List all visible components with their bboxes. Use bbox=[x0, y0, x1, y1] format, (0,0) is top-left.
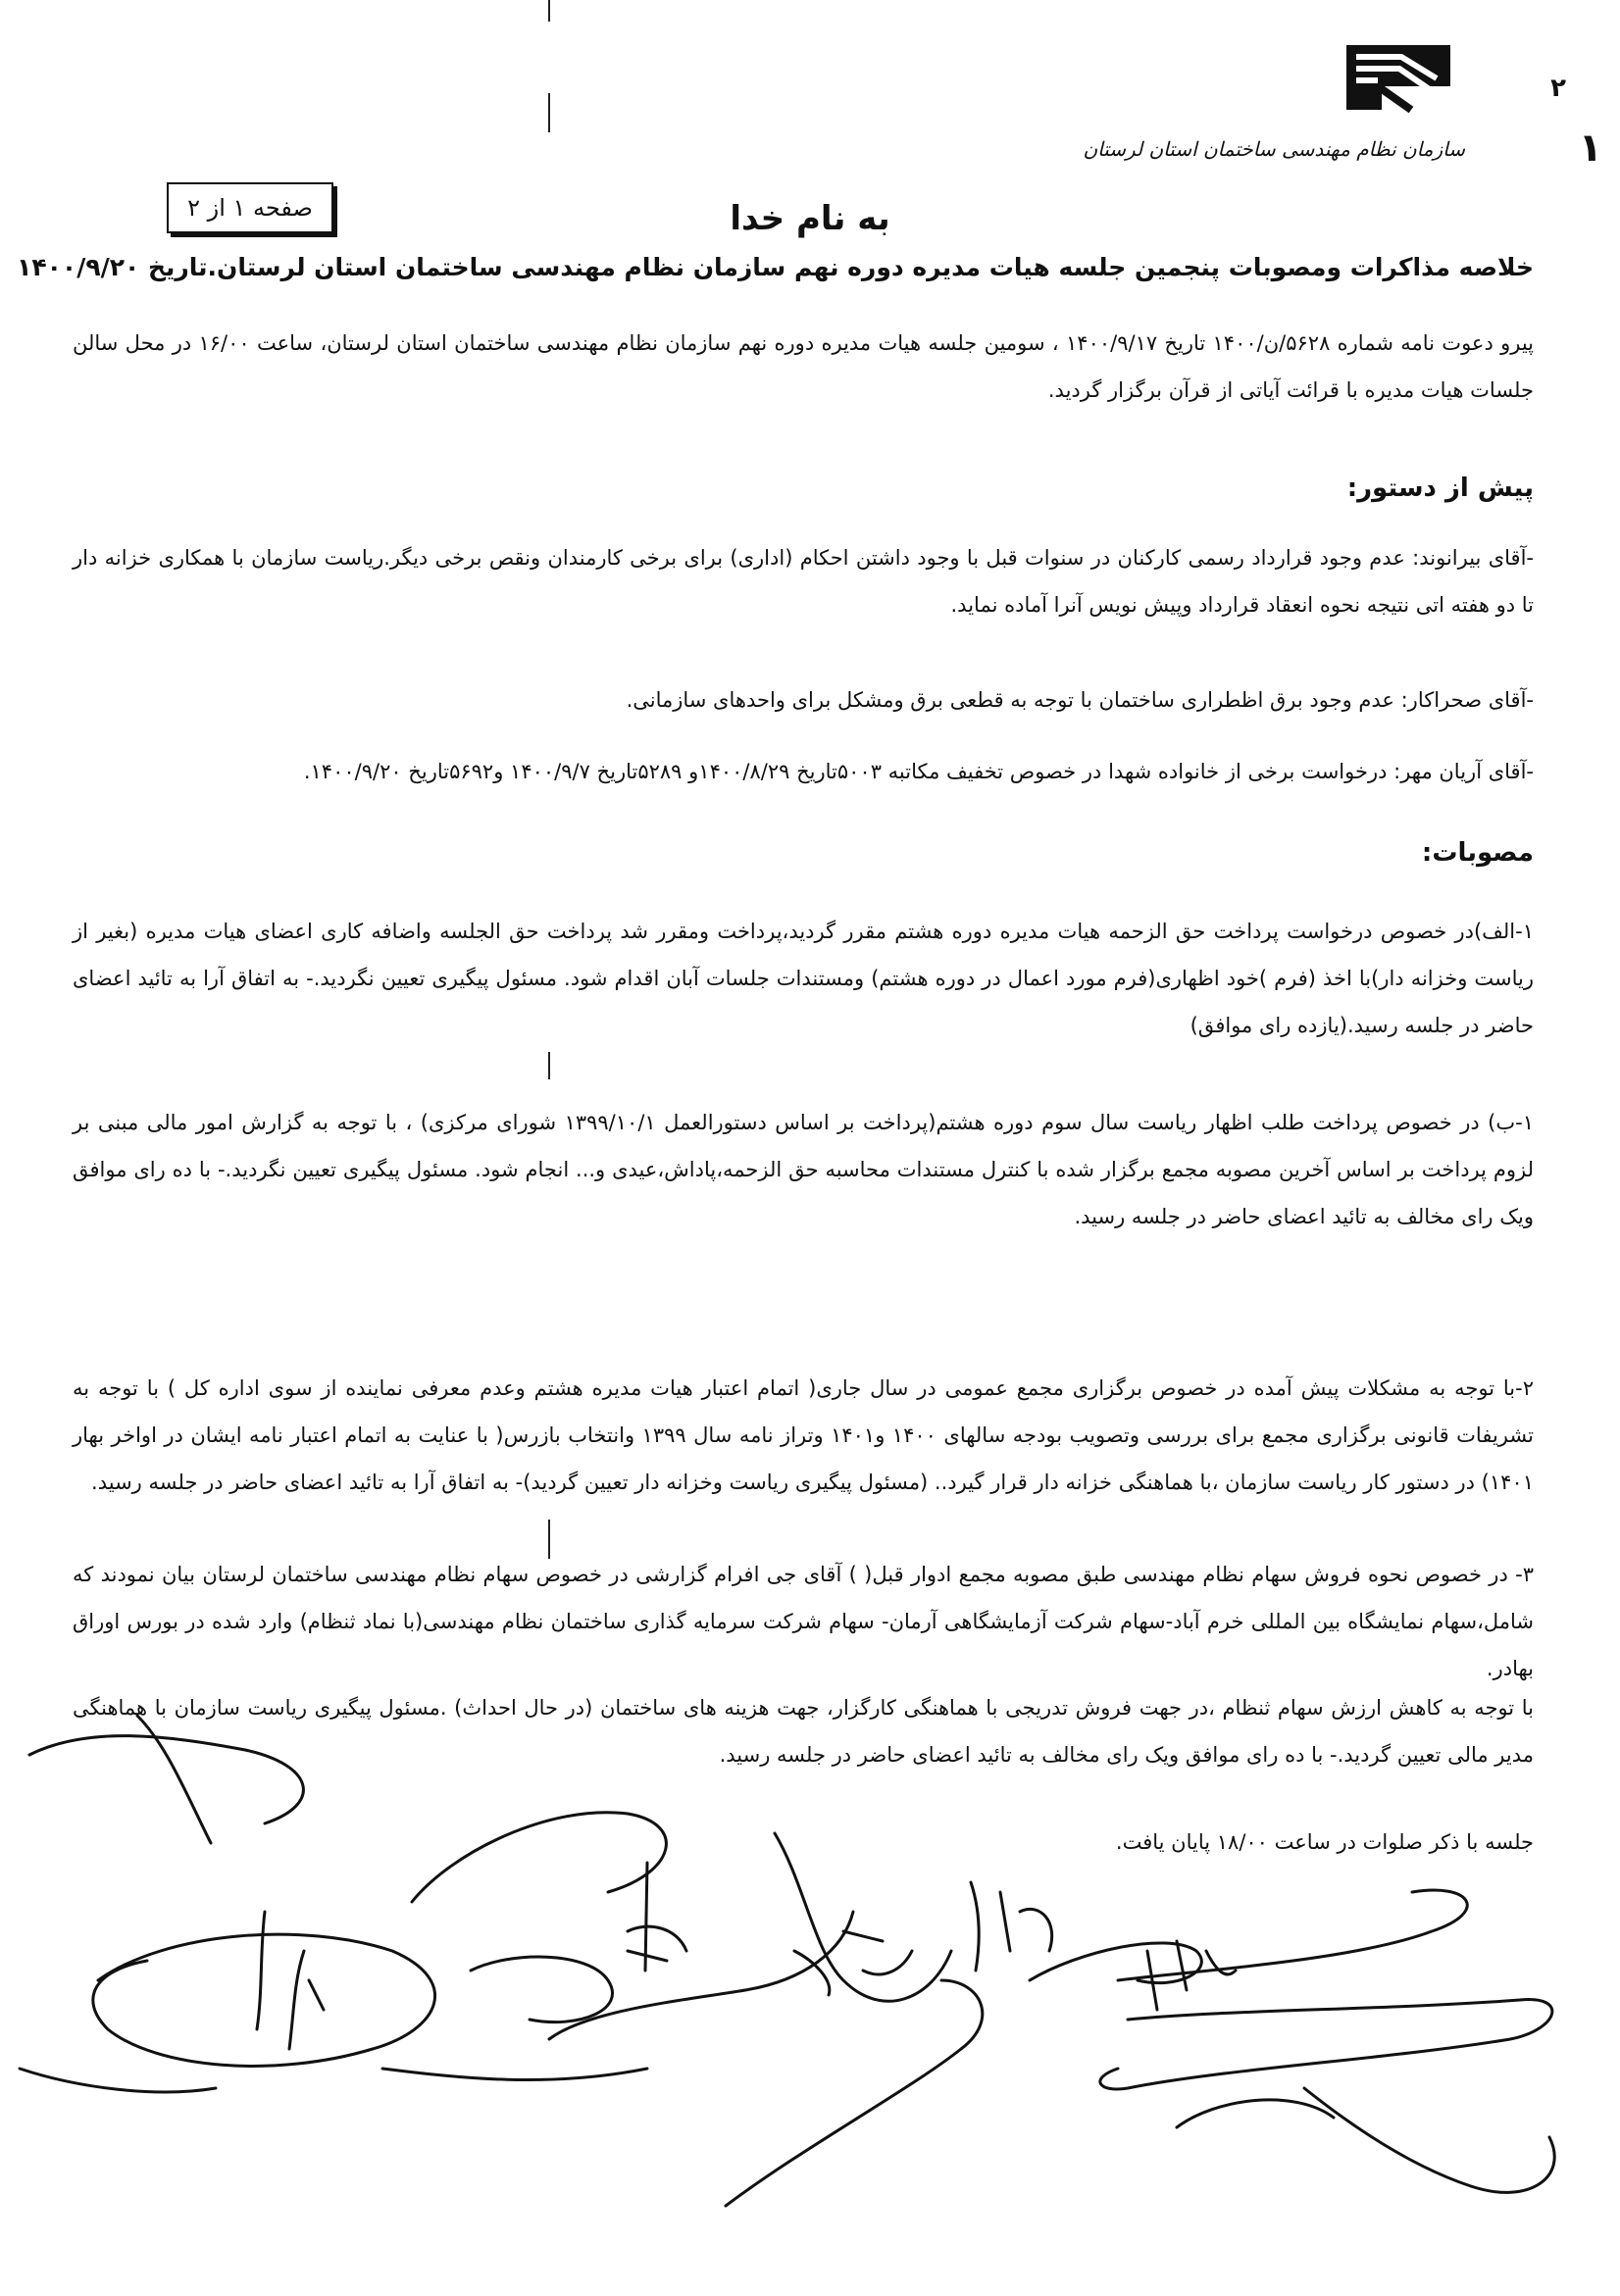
signature bbox=[775, 1833, 951, 2001]
resolution-item: ۲-با توجه به مشکلات پیش آمده در خصوص برگزاری مجمع عمومی در سال جاری( اتمام اعتبار هیات مدیره هشتم وعدم معرفی نماینده از سوی اداره کل ) با توجه به تشریفات قانونی برگزاری مجمع برای بررسی وتصویب بودجه سالهای ۱۴۰۰ و۱۴۰۱ وتراز نامه سال ۱۳۹۹ وانتخاب بازرس( با عنایت به اتمام اعتبار نامه ایشان در اواخر بهار ۱۴۰۱) در دستور کار ریاست سازمان ،با هماهنگی خزانه دار قرار گیرد.. (مسئول پیگیری ریاست وخزانه دار تعیین گردید)- به اتفاق آرا به تائید اعضای حاضر در جلسه رسید. bbox=[73, 1376, 1534, 1494]
fold-mark bbox=[548, 1052, 550, 1079]
signature bbox=[628, 1863, 686, 1971]
signature bbox=[412, 1813, 666, 1902]
section-heading-resolutions: مصوبات: bbox=[1421, 838, 1534, 868]
bismillah: به نام خدا bbox=[730, 199, 890, 238]
signature bbox=[29, 1736, 303, 1823]
signature bbox=[1177, 2100, 1334, 2127]
signature bbox=[971, 1882, 1052, 1971]
document-title: خلاصه مذاکرات ومصوبات پنجمین جلسه هیات مدیره دوره نهم سازمان نظام مهندسی ساختمان استان لرستان.تاریخ ۱۴۰۰/۹/۲۰ bbox=[17, 253, 1534, 281]
signature bbox=[1304, 2088, 1554, 2192]
signature bbox=[93, 1934, 435, 2066]
org-name: سازمان نظام مهندسی ساختمان استان لرستان bbox=[1083, 137, 1465, 161]
signature bbox=[549, 1912, 853, 2039]
margin-mark: ۲ bbox=[1550, 74, 1566, 103]
signature bbox=[257, 1912, 265, 2029]
resolution-item: با توجه به کاهش ارزش سهام ثنظام ،در جهت فروش تدریجی با هماهنگی کارگزار، جهت هزینه های ساختمان (در حال احداث) .مسئول پیگیری ریاست سازمان با هماهنگی مدیر مالی تعیین گردید.- با ده رای موافق ویک رای مخالف به تائید اعضای حاضر در جلسه رسید. bbox=[73, 1696, 1534, 1767]
pre-agenda-item: -آقای بیرانوند: عدم وجود قرارداد رسمی کارکنان در سنوات قبل با وجود داشتن احکام (اداری) برای برخی کارمندان ونقص برخی دیگر.ریاست سازمان با همکاری خزانه دار تا دو هفته اتی نتیجه نحوه انعقاد قرارداد وپیش نویس آنرا آماده نماید. bbox=[73, 546, 1534, 617]
signature bbox=[794, 1931, 912, 1995]
section-heading-pre-agenda: پیش از دستور: bbox=[1346, 474, 1534, 503]
building-logo-icon bbox=[1342, 39, 1458, 118]
intro-paragraph: پیرو دعوت نامه شماره ۵۶۲۸/ن/۱۴۰۰ تاریخ ۱۴۰۰/۹/۱۷ ، سومین جلسه هیات مدیره دوره نهم سازمان نظام مهندسی ساختمان استان لرستان، ساعت ۱۶/۰۰ در محل سالن جلسات هیات مدیره با قرائت آیاتی از قرآن برگزار گردید. bbox=[73, 331, 1535, 402]
resolution-item: ۱-ب) در خصوص پرداخت طلب اظهار ریاست سال سوم دوره هشتم(پرداخت بر اساس دستورالعمل ۱۳۹۹/۱۰/۱ شورای مرکزی) ، با توجه به گزارش امور مالی مبنی بر لزوم پرداخت بر اساس آخرین مصوبه مجمع برگزار شده با کنترل مستندات محاسبه حق الزحمه،پاداش،عیدی و... انجام شود. مسئول پیگیری تعیین نگردید.- با ده رای موافق ویک رای مخالف به تائید اعضای حاضر در جلسه رسید. bbox=[73, 1111, 1534, 1228]
org-logo bbox=[1083, 39, 1551, 176]
page-number-box: صفحه ۱ از ۲ bbox=[167, 182, 333, 233]
signature bbox=[382, 2069, 647, 2080]
resolution-item: ۱-الف)در خصوص درخواست پرداخت حق الزحمه هیات مدیره دوره هشتم مقرر گردید،پرداخت ومقرر شد پرداخت حق الجلسه واضافه کاری اعضای هیات مدیره (بغیر از ریاست وخزانه دار)با اخذ (فرم )خود اظهاری(فرم مورد اعمال در دوره هشتم) ومستندات جلسات آبان اقدام شود. مسئول پیگیری تعیین نگردید.- به اتفاق آرا به تائید اعضای حاضر در جلسه رسید.(یازده رای موافق) bbox=[73, 920, 1534, 1037]
signature bbox=[20, 2069, 216, 2092]
fold-mark bbox=[548, 0, 550, 22]
margin-mark: ۱ bbox=[1578, 125, 1602, 171]
closing-line: جلسه با ذکر صلوات در ساعت ۱۸/۰۰ پایان یافت. bbox=[1115, 1830, 1534, 1854]
signature bbox=[1100, 2000, 1552, 2089]
handwritten-signatures bbox=[0, 1657, 1620, 2296]
signature bbox=[289, 1951, 324, 2049]
fold-mark bbox=[548, 93, 550, 132]
pre-agenda-item: -آقای آریان مهر: درخواست برخی از خانواده شهدا در خصوص تخفیف مکاتبه ۵۰۰۳تاریخ ۱۴۰۰/۸/۲۹و ۵۲۸۹تاریخ ۱۴۰۰/۹/۷ و۵۶۹۲تاریخ ۱۴۰۰/۹/۲۰. bbox=[303, 760, 1534, 783]
signature bbox=[1118, 1890, 1467, 1980]
signature bbox=[137, 1716, 211, 1843]
signature bbox=[471, 1957, 613, 2022]
pre-agenda-item: -آقای صحراکار: عدم وجود برق اظطراری ساختمان با توجه به قطعی برق ومشکل برای واحدهای سازمانی. bbox=[626, 688, 1534, 712]
signature bbox=[1030, 1943, 1201, 1983]
resolution-item: ۳- در خصوص نحوه فروش سهام نظام مهندسی طبق مصوبه مجمع ادوار قبل( ) آقای جی افرام گزارشی در خصوص سهام نظام مهندسی ساختمان لرستان بیان نمودند که شامل،سهام نمایشگاه بین المللی خرم آباد-سهام شرکت آزمایشگاهی آرمان- سهام شرکت سرمایه گذاری ساختمان نظام مهندسی(با نماد ثنظام) وارد شده در بورس اوراق بهادر. bbox=[73, 1563, 1534, 1680]
signature bbox=[726, 1980, 983, 2206]
